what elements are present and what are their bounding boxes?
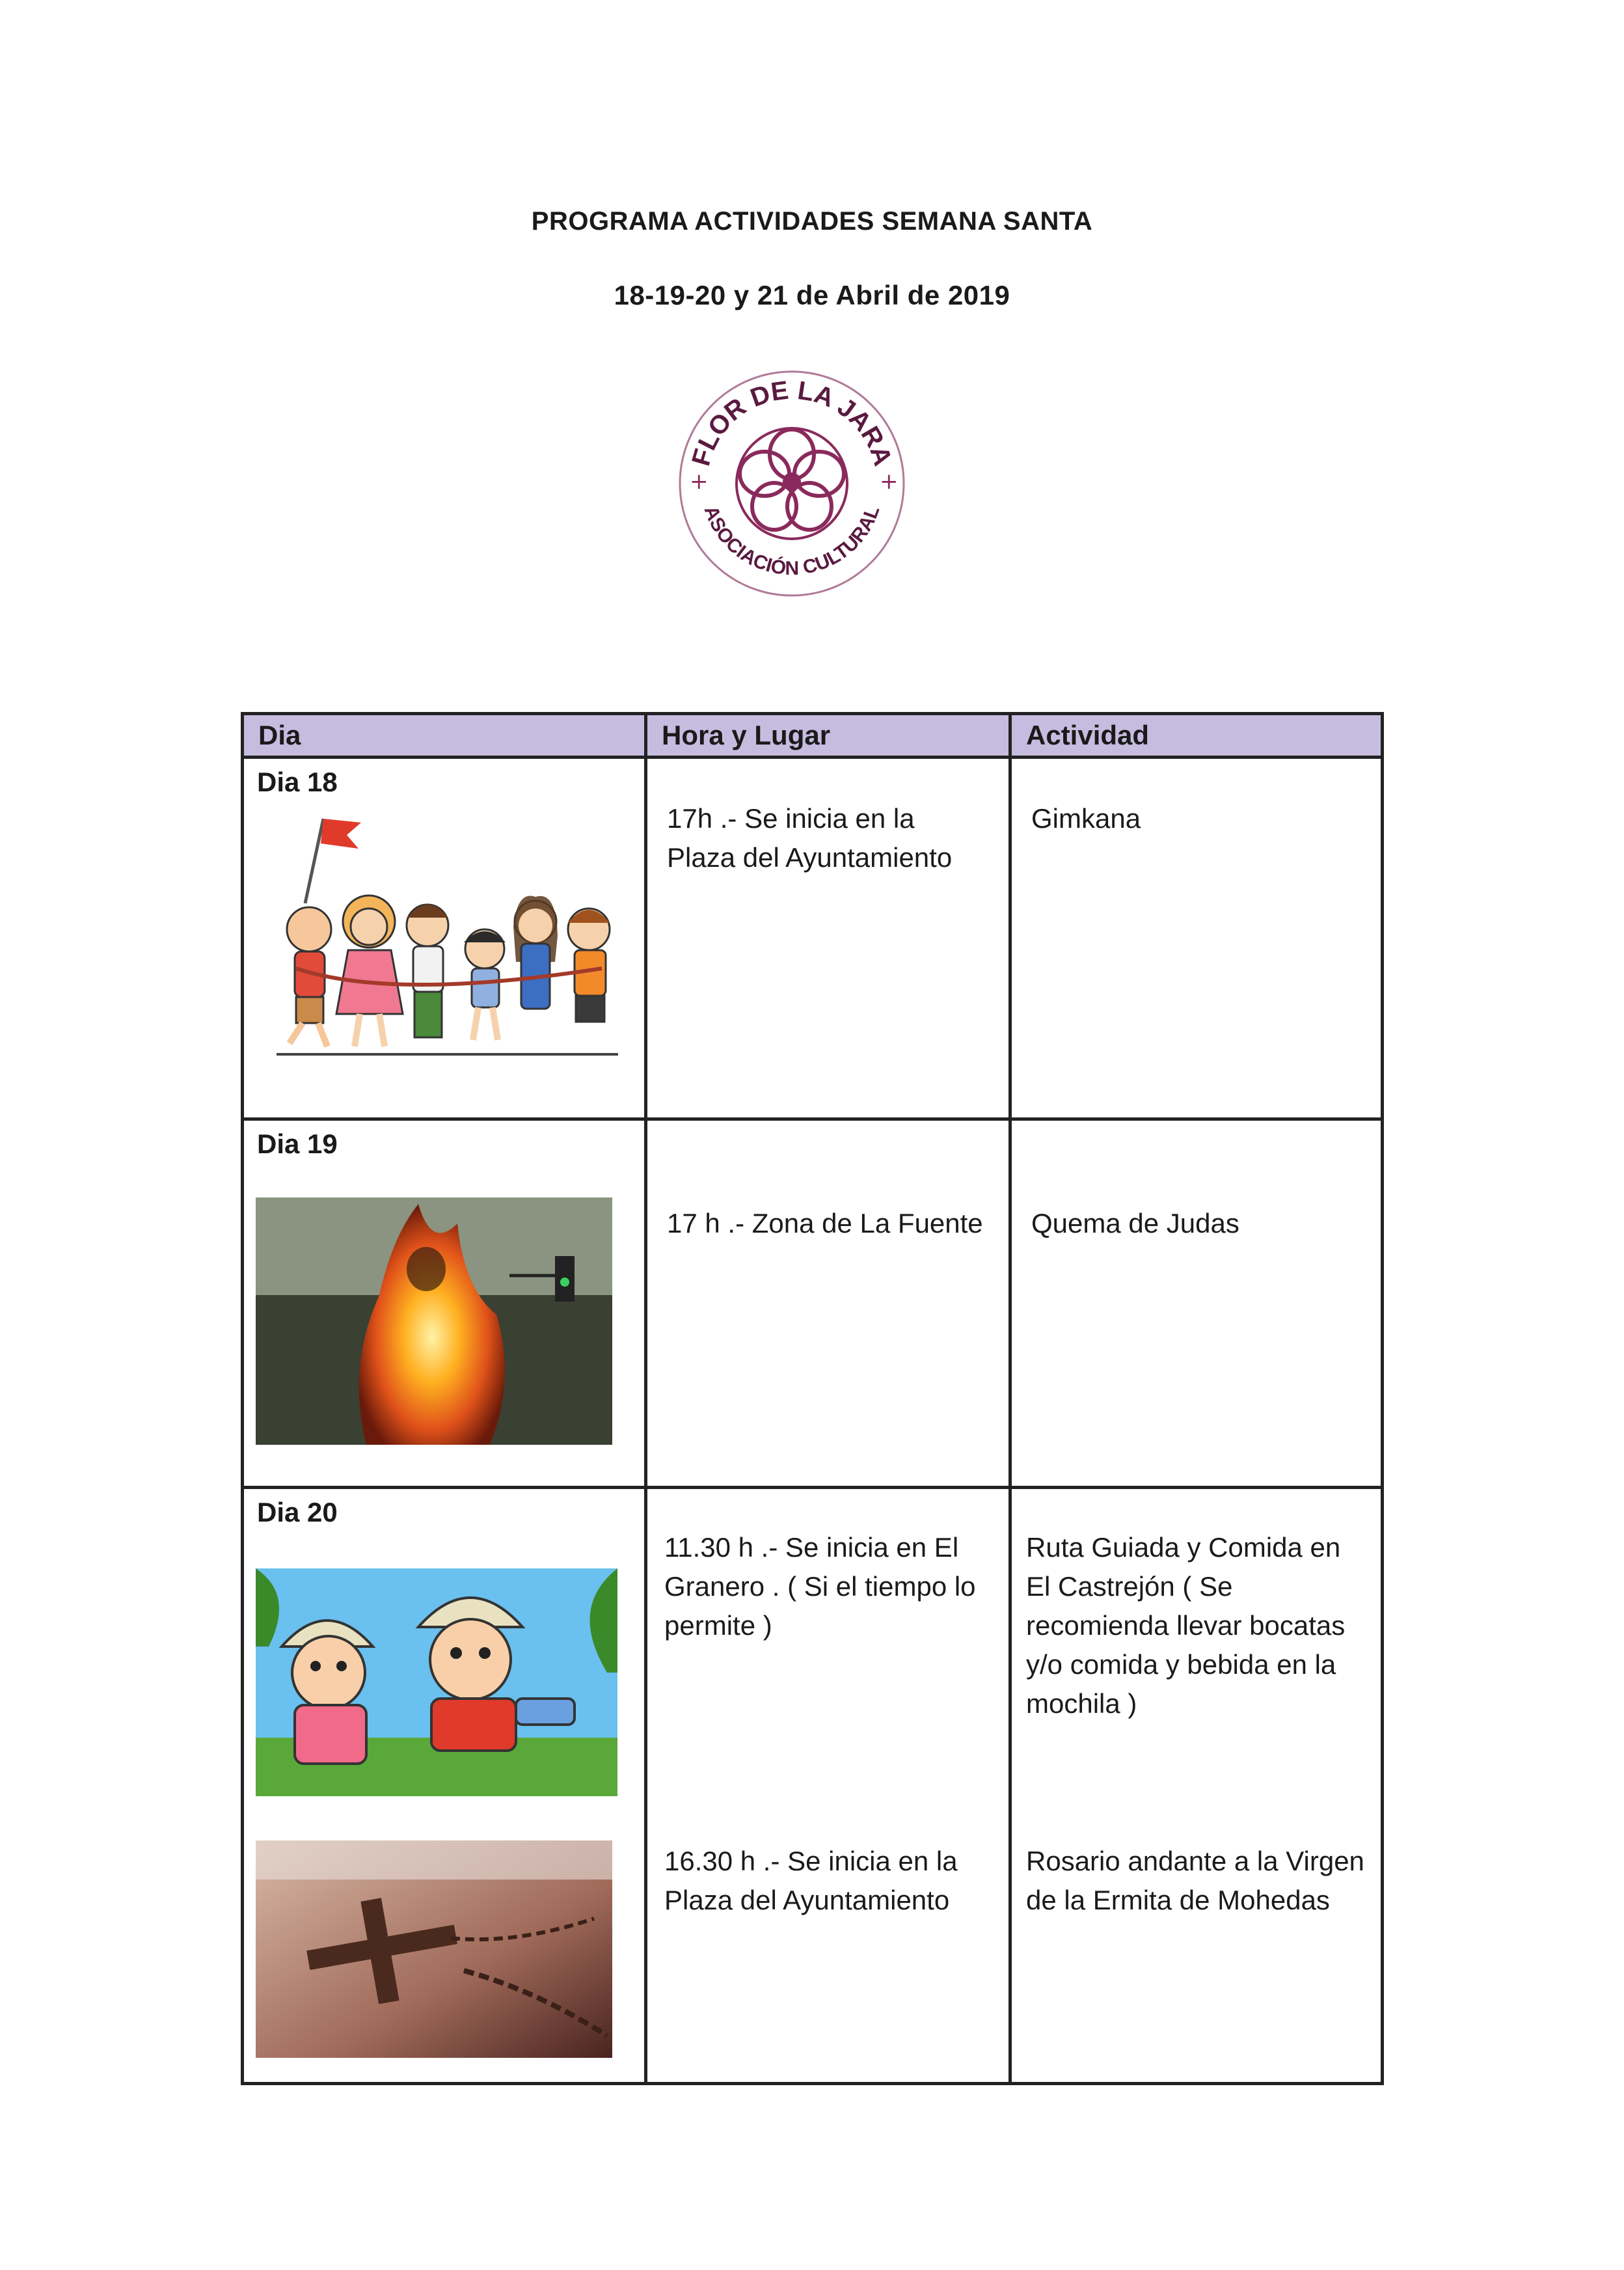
logo-top-text: FLOR DE LA JARA (686, 376, 897, 469)
time-place-text: 17 h .- Zona de La Fuente (667, 1208, 983, 1238)
flor-de-la-jara-logo (671, 370, 912, 597)
page-title: PROGRAMA ACTIVIDADES SEMANA SANTA (531, 207, 1093, 236)
activity-cell (1010, 758, 1383, 1119)
svg-text:+: + (690, 469, 709, 495)
table-row (243, 1488, 1383, 2084)
svg-text:ASOCIACIÓN CULTURAL (700, 503, 884, 579)
logo-bottom-text: ASOCIACIÓN CULTURAL (699, 502, 884, 580)
time-place-text: 17h .- Se inicia en la Plaza del Ayuntamiento (667, 803, 953, 873)
day-cell (243, 1488, 646, 2084)
table-header-row (243, 714, 1383, 758)
children-parade-illustration (264, 806, 628, 1066)
column-header-dia: Dia (243, 714, 646, 758)
activity-text: Ruta Guiada y Comida en El Castrejón ( Se recomienda llevar bocatas y/o comida y bebida en la mochila ) (1026, 1532, 1346, 1719)
day-label: Dia 19 (257, 1128, 338, 1159)
activity-cell (1010, 1119, 1383, 1488)
column-header-actividad: Actividad (1010, 714, 1383, 758)
page-subtitle-dates: 18-19-20 y 21 de Abril de 2019 (614, 280, 1010, 310)
time-place-text: 16.30 h .- Se inicia en la Plaza del Ayuntamiento (664, 1846, 958, 1915)
day-cell (243, 1119, 646, 1488)
svg-text:FLOR DE LA JARA (686, 376, 897, 469)
activity-text: Rosario andante a la Virgen de la Ermita de Mohedas (1026, 1846, 1364, 1915)
activity-cell (1010, 1488, 1383, 2084)
svg-text:+: + (880, 469, 899, 495)
column-header-hora-lugar: Hora y Lugar (646, 714, 1010, 758)
day-label: Dia 20 (257, 1497, 338, 1527)
time-place-cell (646, 758, 1010, 1119)
rosary-cross-photo (256, 1840, 612, 2058)
time-place-cell (646, 1488, 1010, 2084)
time-place-text: 11.30 h .- Se inicia en El Granero . ( Si el tiempo lo permite ) (664, 1532, 976, 1641)
table-row (243, 1119, 1383, 1488)
time-place-cell (646, 1119, 1010, 1488)
hiking-kids-illustration (256, 1568, 617, 1796)
activity-text: Gimkana (1031, 803, 1141, 834)
day-label: Dia 18 (257, 767, 338, 797)
day-cell (243, 758, 646, 1119)
burning-effigy-photo (256, 1197, 612, 1445)
activity-text: Quema de Judas (1031, 1208, 1239, 1238)
table-row (243, 758, 1383, 1119)
activities-table (241, 712, 1384, 2085)
